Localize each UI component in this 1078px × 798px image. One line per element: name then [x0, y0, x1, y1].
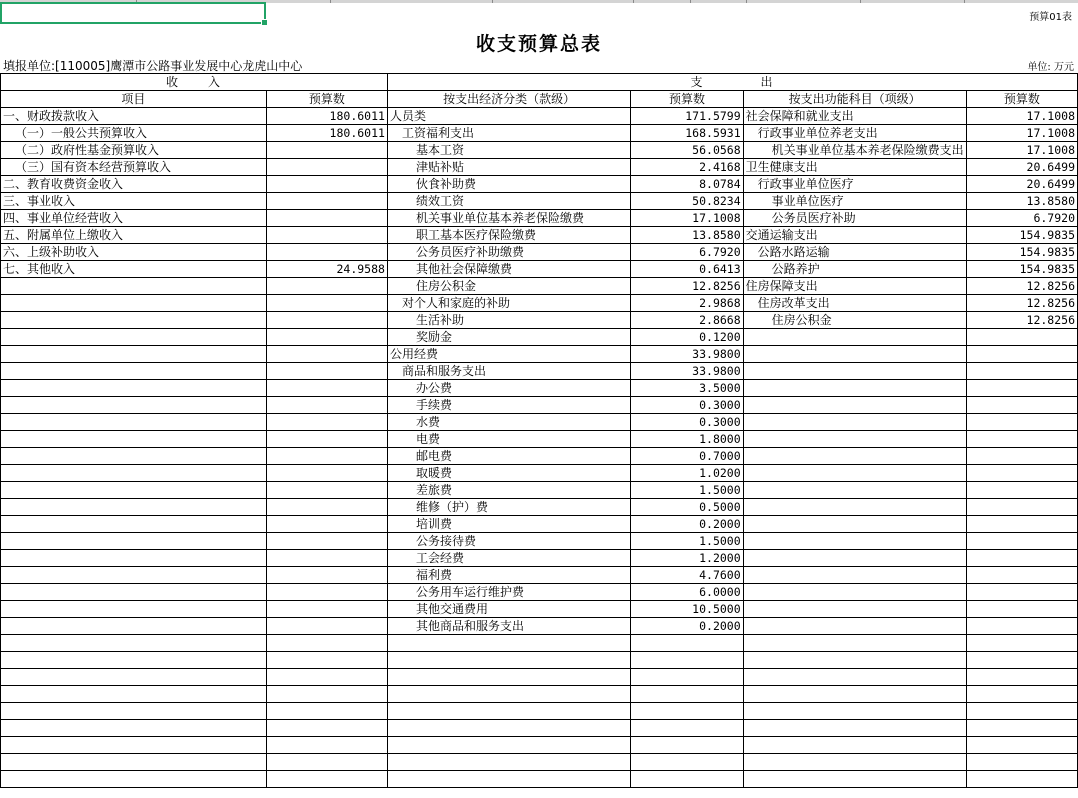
- func-budget-cell[interactable]: [966, 567, 1077, 584]
- income-budget-cell[interactable]: [266, 329, 387, 346]
- income-budget-cell[interactable]: [266, 499, 387, 516]
- econ-item-cell[interactable]: [387, 754, 630, 771]
- func-item-cell[interactable]: [743, 703, 966, 720]
- econ-item-cell[interactable]: 电费: [387, 431, 630, 448]
- econ-budget-cell[interactable]: 50.8234: [631, 193, 743, 210]
- income-budget-cell[interactable]: [266, 244, 387, 261]
- income-item-cell[interactable]: [1, 754, 267, 771]
- econ-item-cell[interactable]: [387, 669, 630, 686]
- econ-item-cell[interactable]: 商品和服务支出: [387, 363, 630, 380]
- income-item-cell[interactable]: 六、上级补助收入: [1, 244, 267, 261]
- income-item-cell[interactable]: 四、事业单位经营收入: [1, 210, 267, 227]
- table-row: [1, 312, 1078, 329]
- econ-item-cell[interactable]: 工会经费: [387, 550, 630, 567]
- func-budget-cell[interactable]: 20.6499: [966, 159, 1077, 176]
- income-budget-cell[interactable]: [266, 346, 387, 363]
- func-budget-cell[interactable]: [966, 363, 1077, 380]
- func-item-cell[interactable]: [743, 482, 966, 499]
- func-item-cell[interactable]: [743, 414, 966, 431]
- col-func-budget-header[interactable]: 预算数: [966, 91, 1077, 108]
- econ-item-cell[interactable]: [387, 652, 630, 669]
- expense-header[interactable]: 支 出: [387, 74, 1077, 91]
- table-row: [1, 176, 1078, 193]
- econ-item-cell[interactable]: 伙食补助费: [387, 176, 630, 193]
- income-item-cell[interactable]: [1, 533, 267, 550]
- func-item-cell[interactable]: 住房保障支出: [743, 278, 966, 295]
- func-budget-cell[interactable]: 12.8256: [966, 295, 1077, 312]
- econ-item-cell[interactable]: 对个人和家庭的补助: [387, 295, 630, 312]
- econ-item-cell[interactable]: 职工基本医疗保险缴费: [387, 227, 630, 244]
- func-budget-cell[interactable]: [966, 669, 1077, 686]
- func-item-cell[interactable]: [743, 380, 966, 397]
- econ-item-cell[interactable]: 工资福利支出: [387, 125, 630, 142]
- econ-item-cell[interactable]: 福利费: [387, 567, 630, 584]
- table-row: [1, 210, 1078, 227]
- func-item-cell[interactable]: [743, 669, 966, 686]
- func-budget-cell[interactable]: [966, 720, 1077, 737]
- func-item-cell[interactable]: [743, 601, 966, 618]
- table-row: [1, 261, 1078, 278]
- func-budget-cell[interactable]: [966, 703, 1077, 720]
- table-row: [1, 448, 1078, 465]
- table-row: [1, 737, 1078, 754]
- func-budget-cell[interactable]: [966, 686, 1077, 703]
- income-budget-cell[interactable]: [266, 397, 387, 414]
- func-item-cell[interactable]: 机关事业单位基本养老保险缴费支出: [743, 142, 966, 159]
- income-item-cell[interactable]: [1, 499, 267, 516]
- income-budget-cell[interactable]: 180.6011: [266, 125, 387, 142]
- col-econ-budget-header[interactable]: 预算数: [631, 91, 743, 108]
- func-item-cell[interactable]: [743, 550, 966, 567]
- econ-budget-cell[interactable]: [631, 669, 743, 686]
- income-item-cell[interactable]: [1, 295, 267, 312]
- table-row: [1, 414, 1078, 431]
- func-budget-cell[interactable]: 17.1008: [966, 125, 1077, 142]
- table-row: [1, 465, 1078, 482]
- income-budget-cell[interactable]: [266, 312, 387, 329]
- func-budget-cell[interactable]: [966, 431, 1077, 448]
- table-row: [1, 669, 1078, 686]
- page-title: 收支预算总表: [475, 33, 602, 55]
- income-budget-cell[interactable]: [266, 448, 387, 465]
- income-item-cell[interactable]: [1, 482, 267, 499]
- income-item-cell[interactable]: [1, 601, 267, 618]
- table-row: [1, 703, 1078, 720]
- income-header[interactable]: 收 入: [1, 74, 388, 91]
- econ-item-cell[interactable]: 取暖费: [387, 465, 630, 482]
- func-item-cell[interactable]: [743, 397, 966, 414]
- table-row: [1, 278, 1078, 295]
- table-row: [1, 601, 1078, 618]
- func-item-cell[interactable]: 卫生健康支出: [743, 159, 966, 176]
- income-budget-cell[interactable]: [266, 754, 387, 771]
- econ-item-cell[interactable]: 基本工资: [387, 142, 630, 159]
- func-budget-cell[interactable]: [966, 533, 1077, 550]
- income-budget-cell[interactable]: [266, 414, 387, 431]
- income-item-cell[interactable]: [1, 312, 267, 329]
- income-item-cell[interactable]: [1, 686, 267, 703]
- econ-budget-cell[interactable]: 8.0784: [631, 176, 743, 193]
- econ-budget-cell[interactable]: 0.1200: [631, 329, 743, 346]
- econ-item-cell[interactable]: 其他社会保障缴费: [387, 261, 630, 278]
- func-budget-cell[interactable]: 13.8580: [966, 193, 1077, 210]
- func-item-cell[interactable]: 社会保障和就业支出: [743, 108, 966, 125]
- table-row: [1, 516, 1078, 533]
- income-item-cell[interactable]: [1, 618, 267, 635]
- table-row: [1, 108, 1078, 125]
- table-row: [1, 295, 1078, 312]
- table-row: [1, 499, 1078, 516]
- func-item-cell[interactable]: 公路养护: [743, 261, 966, 278]
- income-item-cell[interactable]: [1, 635, 267, 652]
- econ-budget-cell[interactable]: 0.3000: [631, 397, 743, 414]
- func-item-cell[interactable]: [743, 346, 966, 363]
- econ-item-cell[interactable]: 维修（护）费: [387, 499, 630, 516]
- col-budget-header[interactable]: 预算数: [266, 91, 387, 108]
- func-item-cell[interactable]: [743, 431, 966, 448]
- income-item-cell[interactable]: 七、其他收入: [1, 261, 267, 278]
- econ-item-cell[interactable]: [387, 703, 630, 720]
- income-budget-cell[interactable]: [266, 584, 387, 601]
- func-budget-cell[interactable]: 20.6499: [966, 176, 1077, 193]
- income-budget-cell[interactable]: [266, 465, 387, 482]
- econ-budget-cell[interactable]: 3.5000: [631, 380, 743, 397]
- func-budget-cell[interactable]: [966, 737, 1077, 754]
- table-row: [1, 227, 1078, 244]
- econ-item-cell[interactable]: 绩效工资: [387, 193, 630, 210]
- fill-unit-label: 填报单位:[110005]鹰潭市公路事业发展中心龙虎山中心: [3, 59, 303, 73]
- table-row: [1, 482, 1078, 499]
- table-row: [1, 380, 1078, 397]
- table-row: [1, 635, 1078, 652]
- table-row: [1, 618, 1078, 635]
- func-item-cell[interactable]: [743, 618, 966, 635]
- func-item-cell[interactable]: [743, 516, 966, 533]
- income-budget-cell[interactable]: [266, 652, 387, 669]
- econ-item-cell[interactable]: 奖励金: [387, 329, 630, 346]
- table-row: [1, 567, 1078, 584]
- econ-budget-cell[interactable]: 6.7920: [631, 244, 743, 261]
- income-budget-cell[interactable]: [266, 720, 387, 737]
- income-budget-cell[interactable]: [266, 771, 387, 788]
- func-budget-cell[interactable]: [966, 465, 1077, 482]
- econ-item-cell[interactable]: 机关事业单位基本养老保险缴费: [387, 210, 630, 227]
- econ-item-cell[interactable]: [387, 720, 630, 737]
- group-header-row: [1, 74, 1078, 91]
- income-item-cell[interactable]: （三）国有资本经营预算收入: [1, 159, 267, 176]
- income-budget-cell[interactable]: [266, 567, 387, 584]
- col-func-header[interactable]: 按支出功能科目（项级）: [743, 91, 966, 108]
- table-row: [1, 771, 1078, 788]
- func-item-cell[interactable]: [743, 720, 966, 737]
- income-budget-cell[interactable]: [266, 550, 387, 567]
- econ-item-cell[interactable]: [387, 737, 630, 754]
- income-item-cell[interactable]: [1, 652, 267, 669]
- table-row: [1, 142, 1078, 159]
- econ-item-cell[interactable]: 培训费: [387, 516, 630, 533]
- income-budget-cell[interactable]: [266, 686, 387, 703]
- income-budget-cell[interactable]: [266, 635, 387, 652]
- func-item-cell[interactable]: [743, 771, 966, 788]
- econ-item-cell[interactable]: 手续费: [387, 397, 630, 414]
- econ-budget-cell[interactable]: [631, 737, 743, 754]
- selected-cell-cursor[interactable]: [0, 2, 266, 24]
- income-item-cell[interactable]: [1, 720, 267, 737]
- econ-budget-cell[interactable]: 13.8580: [631, 227, 743, 244]
- income-budget-cell[interactable]: [266, 227, 387, 244]
- income-budget-cell[interactable]: [266, 159, 387, 176]
- func-item-cell[interactable]: [743, 499, 966, 516]
- econ-budget-cell[interactable]: 0.2000: [631, 516, 743, 533]
- func-budget-cell[interactable]: [966, 771, 1077, 788]
- table-row: [1, 363, 1078, 380]
- income-item-cell[interactable]: [1, 771, 267, 788]
- income-item-cell[interactable]: 二、教育收费资金收入: [1, 176, 267, 193]
- econ-budget-cell[interactable]: 171.5799: [631, 108, 743, 125]
- func-item-cell[interactable]: 公务员医疗补助: [743, 210, 966, 227]
- table-row: [1, 193, 1078, 210]
- econ-item-cell[interactable]: [387, 771, 630, 788]
- table-row: [1, 550, 1078, 567]
- income-budget-cell[interactable]: [266, 669, 387, 686]
- func-item-cell[interactable]: [743, 363, 966, 380]
- income-item-cell[interactable]: [1, 329, 267, 346]
- econ-budget-cell[interactable]: [631, 652, 743, 669]
- func-budget-cell[interactable]: [966, 380, 1077, 397]
- income-item-cell[interactable]: [1, 737, 267, 754]
- econ-budget-cell[interactable]: [631, 771, 743, 788]
- econ-budget-cell[interactable]: 2.9868: [631, 295, 743, 312]
- table-row: [1, 244, 1078, 261]
- income-item-cell[interactable]: [1, 346, 267, 363]
- income-budget-cell[interactable]: [266, 210, 387, 227]
- func-item-cell[interactable]: 公路水路运输: [743, 244, 966, 261]
- econ-budget-cell[interactable]: 12.8256: [631, 278, 743, 295]
- econ-item-cell[interactable]: 人员类: [387, 108, 630, 125]
- econ-budget-cell[interactable]: 0.7000: [631, 448, 743, 465]
- econ-budget-cell[interactable]: 0.3000: [631, 414, 743, 431]
- func-item-cell[interactable]: [743, 533, 966, 550]
- func-item-cell[interactable]: [743, 686, 966, 703]
- income-budget-cell[interactable]: [266, 176, 387, 193]
- econ-item-cell[interactable]: [387, 686, 630, 703]
- econ-budget-cell[interactable]: 168.5931: [631, 125, 743, 142]
- table-row: [1, 329, 1078, 346]
- income-budget-cell[interactable]: [266, 601, 387, 618]
- econ-budget-cell[interactable]: 2.8668: [631, 312, 743, 329]
- econ-budget-cell[interactable]: 1.2000: [631, 550, 743, 567]
- income-budget-cell[interactable]: [266, 380, 387, 397]
- func-item-cell[interactable]: [743, 448, 966, 465]
- income-item-cell[interactable]: （二）政府性基金预算收入: [1, 142, 267, 159]
- func-budget-cell[interactable]: [966, 754, 1077, 771]
- budget-summary-table: [0, 73, 1078, 788]
- income-item-cell[interactable]: [1, 567, 267, 584]
- func-budget-cell[interactable]: 154.9835: [966, 227, 1077, 244]
- table-row: [1, 159, 1078, 176]
- econ-budget-cell[interactable]: 56.0568: [631, 142, 743, 159]
- income-budget-cell[interactable]: [266, 618, 387, 635]
- func-item-cell[interactable]: [743, 465, 966, 482]
- func-item-cell[interactable]: 住房改革支出: [743, 295, 966, 312]
- econ-budget-cell[interactable]: 33.9800: [631, 346, 743, 363]
- income-item-cell[interactable]: [1, 669, 267, 686]
- econ-budget-cell[interactable]: [631, 686, 743, 703]
- income-budget-cell[interactable]: 24.9588: [266, 261, 387, 278]
- econ-item-cell[interactable]: 差旅费: [387, 482, 630, 499]
- income-budget-cell[interactable]: [266, 295, 387, 312]
- econ-budget-cell[interactable]: 1.8000: [631, 431, 743, 448]
- func-item-cell[interactable]: [743, 584, 966, 601]
- econ-item-cell[interactable]: 公用经费: [387, 346, 630, 363]
- income-item-cell[interactable]: [1, 414, 267, 431]
- econ-item-cell[interactable]: 公务接待费: [387, 533, 630, 550]
- econ-budget-cell[interactable]: 0.2000: [631, 618, 743, 635]
- column-header-row: [1, 91, 1078, 108]
- income-item-cell[interactable]: 三、事业收入: [1, 193, 267, 210]
- econ-budget-cell[interactable]: [631, 720, 743, 737]
- income-item-cell[interactable]: [1, 397, 267, 414]
- econ-budget-cell[interactable]: 0.6413: [631, 261, 743, 278]
- func-budget-cell[interactable]: 154.9835: [966, 244, 1077, 261]
- table-row: [1, 125, 1078, 142]
- func-budget-cell[interactable]: [966, 635, 1077, 652]
- table-row: [1, 652, 1078, 669]
- func-budget-cell[interactable]: [966, 601, 1077, 618]
- econ-budget-cell[interactable]: 10.5000: [631, 601, 743, 618]
- econ-budget-cell[interactable]: 1.5000: [631, 482, 743, 499]
- income-item-cell[interactable]: [1, 550, 267, 567]
- table-row: [1, 686, 1078, 703]
- income-item-cell[interactable]: [1, 278, 267, 295]
- income-item-cell[interactable]: [1, 703, 267, 720]
- func-budget-cell[interactable]: 12.8256: [966, 278, 1077, 295]
- income-budget-cell[interactable]: [266, 431, 387, 448]
- func-budget-cell[interactable]: [966, 584, 1077, 601]
- econ-item-cell[interactable]: 其他商品和服务支出: [387, 618, 630, 635]
- func-item-cell[interactable]: 住房公积金: [743, 312, 966, 329]
- econ-item-cell[interactable]: 生活补助: [387, 312, 630, 329]
- income-item-cell[interactable]: [1, 584, 267, 601]
- func-item-cell[interactable]: [743, 567, 966, 584]
- income-budget-cell[interactable]: [266, 193, 387, 210]
- func-budget-cell[interactable]: 6.7920: [966, 210, 1077, 227]
- func-item-cell[interactable]: [743, 754, 966, 771]
- func-budget-cell[interactable]: 17.1008: [966, 142, 1077, 159]
- econ-item-cell[interactable]: 津贴补贴: [387, 159, 630, 176]
- func-budget-cell[interactable]: [966, 397, 1077, 414]
- func-item-cell[interactable]: 行政事业单位医疗: [743, 176, 966, 193]
- income-budget-cell[interactable]: [266, 703, 387, 720]
- func-budget-cell[interactable]: 154.9835: [966, 261, 1077, 278]
- econ-item-cell[interactable]: 办公费: [387, 380, 630, 397]
- income-budget-cell[interactable]: [266, 533, 387, 550]
- income-item-cell[interactable]: [1, 363, 267, 380]
- form-code: 预算01表: [1029, 12, 1072, 23]
- income-item-cell[interactable]: [1, 380, 267, 397]
- econ-budget-cell[interactable]: 4.7600: [631, 567, 743, 584]
- income-item-cell[interactable]: [1, 448, 267, 465]
- func-budget-cell[interactable]: 17.1008: [966, 108, 1077, 125]
- func-budget-cell[interactable]: [966, 414, 1077, 431]
- income-item-cell[interactable]: [1, 465, 267, 482]
- econ-budget-cell[interactable]: [631, 703, 743, 720]
- func-budget-cell[interactable]: [966, 652, 1077, 669]
- income-item-cell[interactable]: 五、附属单位上缴收入: [1, 227, 267, 244]
- func-budget-cell[interactable]: [966, 346, 1077, 363]
- econ-budget-cell[interactable]: [631, 635, 743, 652]
- table-row: [1, 720, 1078, 737]
- income-item-cell[interactable]: 一、财政拨款收入: [1, 108, 267, 125]
- func-budget-cell[interactable]: [966, 516, 1077, 533]
- table-row: [1, 584, 1078, 601]
- econ-item-cell[interactable]: 公务员医疗补助缴费: [387, 244, 630, 261]
- econ-budget-cell[interactable]: 1.5000: [631, 533, 743, 550]
- func-item-cell[interactable]: [743, 635, 966, 652]
- table-row: [1, 533, 1078, 550]
- econ-item-cell[interactable]: 住房公积金: [387, 278, 630, 295]
- table-row: [1, 397, 1078, 414]
- col-econ-header[interactable]: 按支出经济分类（款级）: [387, 91, 630, 108]
- income-budget-cell[interactable]: [266, 363, 387, 380]
- table-row: [1, 346, 1078, 363]
- unit-label: 单位: 万元: [1027, 62, 1074, 73]
- func-budget-cell[interactable]: [966, 482, 1077, 499]
- func-item-cell[interactable]: [743, 329, 966, 346]
- econ-item-cell[interactable]: 其他交通费用: [387, 601, 630, 618]
- income-budget-cell[interactable]: 180.6011: [266, 108, 387, 125]
- econ-budget-cell[interactable]: 0.5000: [631, 499, 743, 516]
- col-item-header[interactable]: 项目: [1, 91, 267, 108]
- table-row: [1, 754, 1078, 771]
- func-budget-cell[interactable]: [966, 499, 1077, 516]
- econ-budget-cell[interactable]: 6.0000: [631, 584, 743, 601]
- econ-item-cell[interactable]: 水费: [387, 414, 630, 431]
- func-item-cell[interactable]: 行政事业单位养老支出: [743, 125, 966, 142]
- func-budget-cell[interactable]: [966, 448, 1077, 465]
- econ-budget-cell[interactable]: 2.4168: [631, 159, 743, 176]
- econ-item-cell[interactable]: 公务用车运行维护费: [387, 584, 630, 601]
- func-budget-cell[interactable]: [966, 550, 1077, 567]
- income-budget-cell[interactable]: [266, 278, 387, 295]
- econ-item-cell[interactable]: 邮电费: [387, 448, 630, 465]
- income-item-cell[interactable]: [1, 431, 267, 448]
- econ-budget-cell[interactable]: 33.9800: [631, 363, 743, 380]
- income-budget-cell[interactable]: [266, 142, 387, 159]
- income-item-cell[interactable]: [1, 516, 267, 533]
- income-item-cell[interactable]: （一）一般公共预算收入: [1, 125, 267, 142]
- func-item-cell[interactable]: 事业单位医疗: [743, 193, 966, 210]
- econ-budget-cell[interactable]: [631, 754, 743, 771]
- income-budget-cell[interactable]: [266, 737, 387, 754]
- func-item-cell[interactable]: 交通运输支出: [743, 227, 966, 244]
- econ-budget-cell[interactable]: 1.0200: [631, 465, 743, 482]
- func-item-cell[interactable]: [743, 652, 966, 669]
- income-budget-cell[interactable]: [266, 516, 387, 533]
- econ-budget-cell[interactable]: 17.1008: [631, 210, 743, 227]
- func-budget-cell[interactable]: [966, 618, 1077, 635]
- econ-item-cell[interactable]: [387, 635, 630, 652]
- func-budget-cell[interactable]: 12.8256: [966, 312, 1077, 329]
- func-budget-cell[interactable]: [966, 329, 1077, 346]
- func-item-cell[interactable]: [743, 737, 966, 754]
- table-row: [1, 431, 1078, 448]
- income-budget-cell[interactable]: [266, 482, 387, 499]
